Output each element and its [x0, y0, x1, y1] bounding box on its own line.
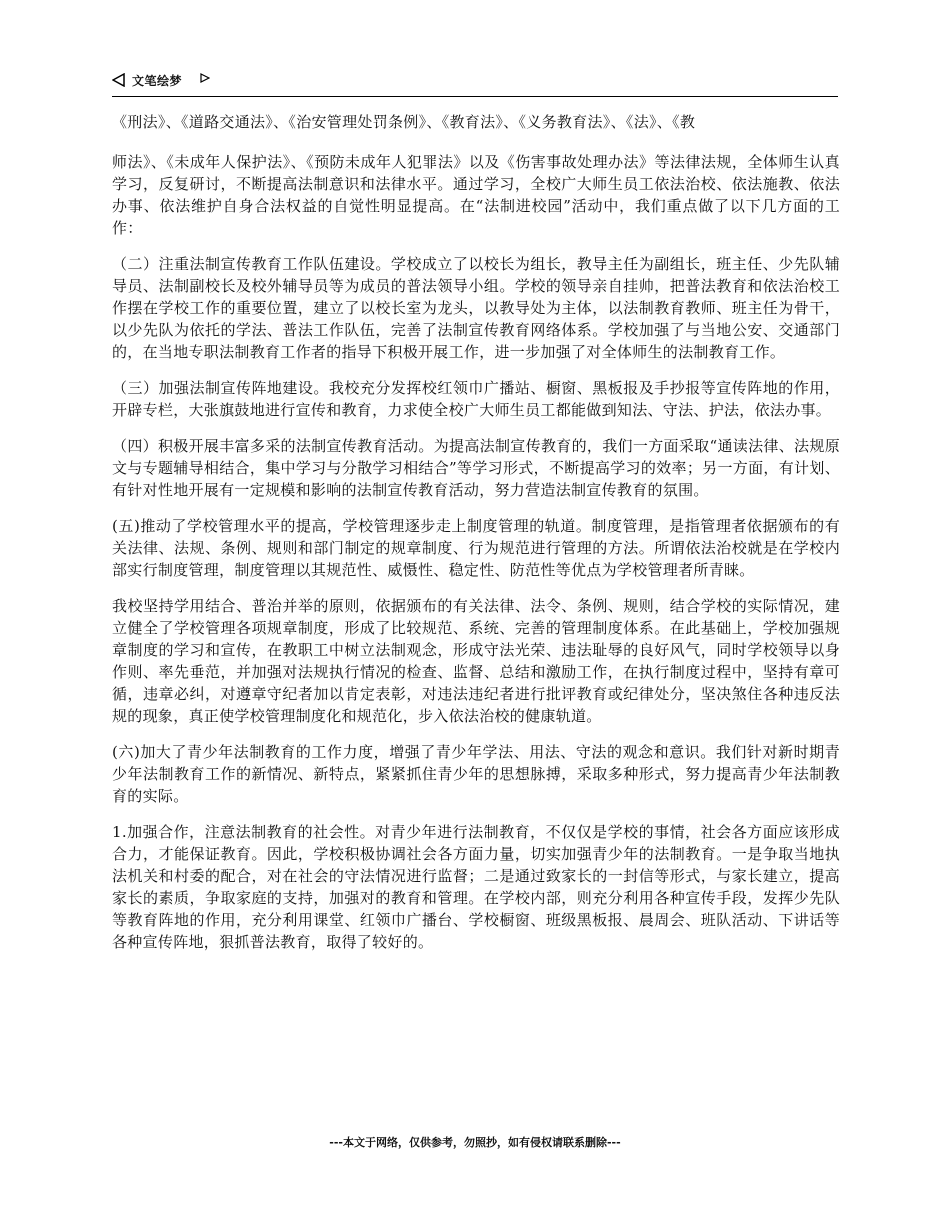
paragraph-6: (五)推动了学校管理水平的提高，学校管理逐步走上制度管理的轨道。制度管理，是指管理者依据颁布的有关法律、法规、条例、规则和部门制定的规章制度、行为规范进行管理的方法。所谓依法治校就是在学校内部实行制度管理，制度管理以其规范性、威慑性、稳定性、防范性等优点为学校管理者所青睐。 [112, 517, 840, 579]
page-header [112, 70, 838, 97]
document-body [112, 111, 840, 967]
paragraph-3: （二）注重法制宣传教育工作队伍建设。学校成立了以校长为组长，教导主任为副组长，班主任、少先队辅导员、法制副校长及校外辅导员等为成员的普法领导小组。学校的领导亲自挂帅，把普法教育和依法治校工作摆在学校工作的重要位置，建立了以校长室为龙头，以教导处为主体，以法制教育教师、班主任为骨干，以少先队为依托的学法、普法工作队伍，完善了法制宣传教育网络体系。学校加强了与当地公安、交通部门的，在当地专职法制教育工作者的指导下积极开展工作，进一步加强了对全体师生的法制教育工作。 [112, 255, 840, 361]
paragraph-7: 我校坚持学用结合、普治并举的原则，依据颁布的有关法律、法令、条例、规则，结合学校的实际情况，建立健全了学校管理各项规章制度，形成了比较规范、系统、完善的管理制度体系。在此基础上，学校加强规章制度的学习和宣传，在教职工中树立法制观念，形成守法光荣、违法耻辱的良好风气，同时学校领导以身作则、率先垂范，并加强对法规执行情况的检查、监督、总结和激励工作，在执行制度过程中，坚持有章可循，违章必纠，对遵章守纪者加以肯定表彰，对违法违纪者进行批评教育或纪律处分，坚决煞住各种违反法规的现象，真正使学校管理制度化和规范化，步入依法治校的健康轨道。 [112, 597, 840, 725]
paragraph-5: （四）积极开展丰富多采的法制宣传教育活动。为提高法制宣传教育的，我们一方面采取“通读法律、法规原文与专题辅导相结合，集中学习与分散学习相结合”等学习形式，不断提高学习的效率；另一方面，有计划、有针对性地开展有一定规模和影响的法制宣传教育活动，努力营造法制宣传教育的氛围。 [112, 437, 840, 499]
page-footer-notice: ---本文于网络，仅供参考，勿照抄，如有侵权请联系删除--- [329, 1136, 621, 1149]
right-triangle-icon [200, 73, 210, 83]
paragraph-2: 师法》、《未成年人保护法》、《预防未成年人犯罪法》以及《伤害事故处理办法》等法律法规，全体师生认真学习，反复研讨，不断提高法制意识和法律水平。通过学习，全校广大师生员工依法治校、依法施教、依法办事、依法维护自身合法权益的自觉性明显提高。在“法制进校园”活动中，我们重点做了以下几方面的工作： [112, 153, 840, 237]
brand-name: 文笔绘梦 [132, 74, 183, 88]
paragraph-8: (六)加大了青少年法制教育的工作力度，增强了青少年学法、用法、守法的观念和意识。我们针对新时期青少年法制教育工作的新情况、新特点，紧紧抓住青少年的思想脉搏，采取多种形式，努力提高青少年法制教育的实际。 [112, 743, 840, 805]
left-triangle-icon [112, 73, 126, 87]
paragraph-9: 1.加强合作，注意法制教育的社会性。对青少年进行法制教育，不仅仅是学校的事情，社会各方面应该形成合力，才能保证教育。因此，学校积极协调社会各方面力量，切实加强青少年的法制教育。一是争取当地执法机关和村委的配合，对在社会的守法情况进行监督；二是通过致家长的一封信等形式，与家长建立，提高家长的素质，争取家庭的支持，加强对的教育和管理。在学校内部，则充分利用各种宣传手段，发挥少先队等教育阵地的作用，充分利用课堂、红领巾广播台、学校橱窗、班级黑板报、晨周会、班队活动、下讲话等各种宣传阵地，狠抓普法教育，取得了较好的。 [112, 823, 840, 951]
paragraph-1: 《刑法》、《道路交通法》、《治安管理处罚条例》、《教育法》、《义务教育法》、《法》、《教 [112, 113, 696, 131]
paragraph-4: （三）加强法制宣传阵地建设。我校充分发挥校红领巾广播站、橱窗、黑板报及手抄报等宣传阵地的作用，开辟专栏，大张旗鼓地进行宣传和教育，力求使全校广大师生员工都能做到知法、守法、护法，依法办事。 [112, 379, 840, 419]
